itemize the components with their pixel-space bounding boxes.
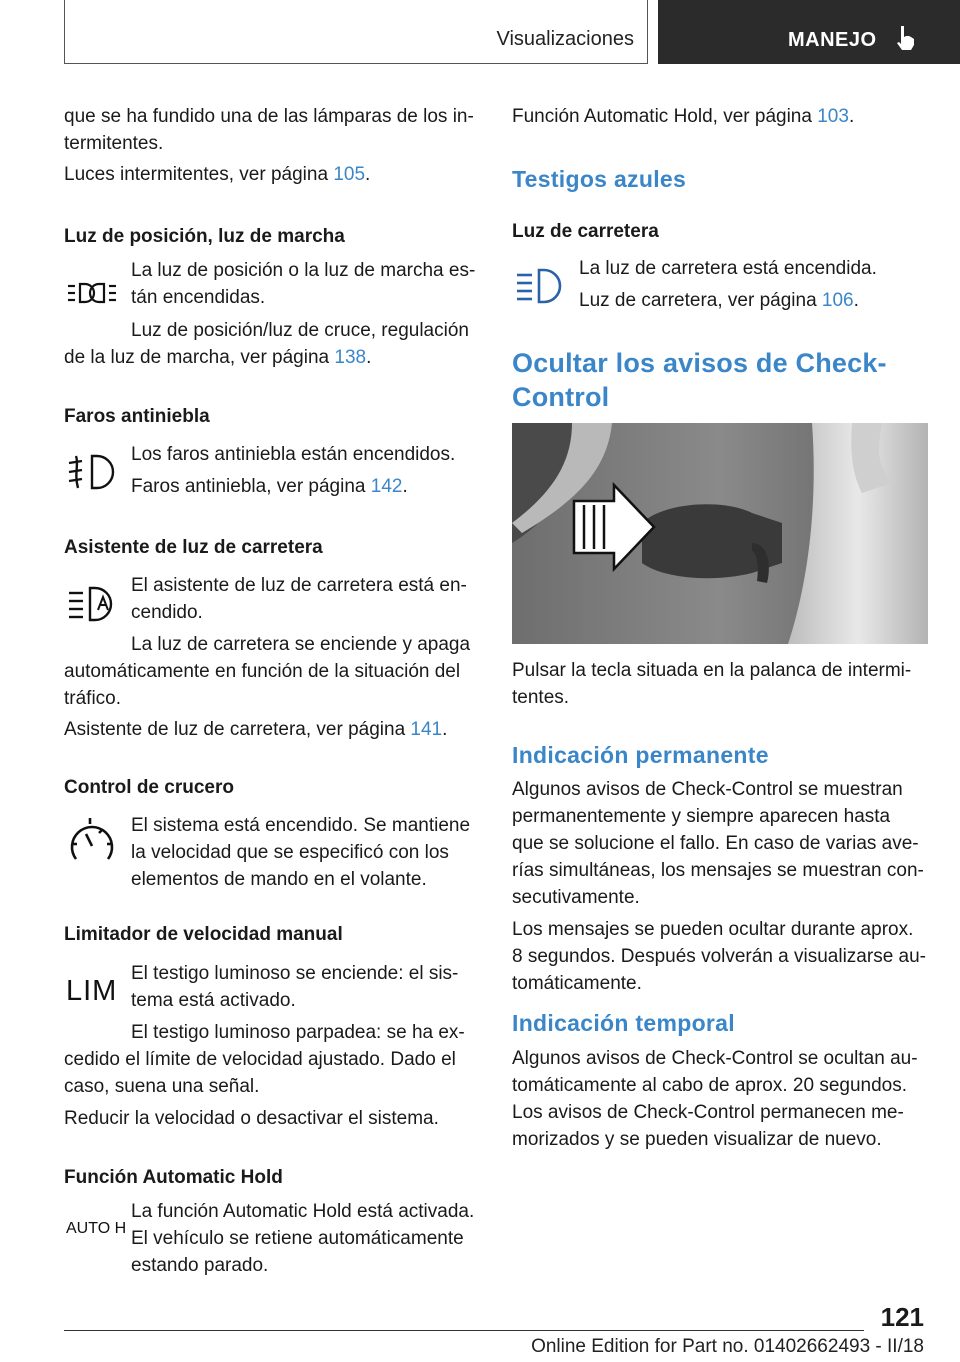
high-beam-assist-line-5: tráfico. (64, 688, 122, 709)
fog-light-line-1: Los faros antiniebla están encendidos. (131, 444, 456, 465)
intro-ref: Luces intermitentes, ver página 105. (64, 164, 371, 185)
heading-permanent-display: Indicación permanente (512, 742, 769, 768)
auto-hold-line-2: El vehículo se retiene automáticamente (131, 1228, 464, 1249)
permanent-line-6: Los mensajes se pueden ocultar durante aprox. (512, 919, 914, 940)
photo-caption-1: Pulsar la tecla situada en la palanca de intermi- (512, 660, 912, 681)
heading-fog-lights: Faros antiniebla (64, 406, 210, 427)
speed-limiter-icon: LIM (66, 975, 118, 1007)
cruise-control-line-3: elementos de mando en el volante. (131, 869, 427, 890)
speed-limiter-line-6: Reducir la velocidad o desactivar el sistema. (64, 1108, 439, 1129)
speed-limiter-line-5: caso, suena una señal. (64, 1076, 260, 1097)
position-light-line-3: Luz de posición/luz de cruce, regulación (131, 320, 469, 341)
high-beam-assist-line-3: La luz de carretera se enciende y apaga (131, 634, 471, 655)
heading-hide-check-control-2: Control (512, 382, 610, 412)
high-beam-icon (514, 266, 566, 306)
intro-line-2: termitentes. (64, 133, 164, 154)
high-beam-assist-line-4: automáticamente en función de la situación del (64, 661, 461, 682)
high-beam-assist-line-1: El asistente de luz de carretera está en- (131, 575, 467, 596)
high-beam-assist-line-2: cendido. (131, 602, 203, 623)
heading-high-beam-assist: Asistente de luz de carretera (64, 537, 323, 558)
permanent-line-4: rías simultáneas, los mensajes se muestran con- (512, 860, 924, 881)
position-light-ref: de la luz de marcha, ver página 138. (64, 347, 372, 368)
page-link-141[interactable]: 141 (410, 719, 443, 740)
position-light-icon (66, 280, 118, 306)
permanent-line-8: tomáticamente. (512, 973, 642, 994)
page-link-105[interactable]: 105 (333, 164, 366, 185)
position-light-line-2: tán encendidas. (131, 287, 266, 308)
auto-hold-line-3: estando parado. (131, 1255, 269, 1276)
heading-position-light: Luz de posición, luz de marcha (64, 226, 345, 247)
page-number: 121 (880, 1302, 924, 1332)
page-link-138[interactable]: 138 (334, 347, 367, 368)
footer-edition: Online Edition for Part no. 01402662493 - II/18 (531, 1336, 924, 1357)
heading-high-beam: Luz de carretera (512, 221, 659, 242)
temporary-line-4: morizados y se pueden visualizar de nuevo. (512, 1129, 882, 1150)
position-light-line-1: La luz de posición o la luz de marcha es- (131, 260, 476, 281)
high-beam-line-1: La luz de carretera está encendida. (579, 258, 877, 279)
chapter-tab[interactable] (658, 0, 960, 64)
temporary-line-2: tomáticamente al cabo de aprox. 20 segundos. (512, 1075, 908, 1096)
speed-limiter-line-4: cedido el límite de velocidad ajustado. Dado el (64, 1049, 456, 1070)
heading-speed-limiter: Limitador de velocidad manual (64, 924, 343, 945)
heading-hide-check-control-1: Ocultar los avisos de Check- (512, 348, 887, 378)
high-beam-assist-icon (66, 584, 118, 624)
permanent-line-2: permanentemente y siempre aparecen hasta (512, 806, 891, 827)
fog-light-icon (66, 452, 118, 492)
page-link-103[interactable]: 103 (817, 106, 849, 127)
high-beam-ref: Luz de carretera, ver página 106. (579, 290, 859, 311)
section-title: Visualizaciones (496, 28, 634, 50)
permanent-line-5: secutivamente. (512, 887, 640, 908)
heading-temporary-display: Indicación temporal (512, 1010, 735, 1036)
speed-limiter-line-1: El testigo luminoso se enciende: el sis- (131, 963, 459, 984)
cruise-control-line-2: la velocidad que se especificó con los (131, 842, 449, 863)
page-link-106[interactable]: 106 (821, 290, 854, 311)
intro-line-1: que se ha fundido una de las lámparas de los in- (64, 106, 474, 127)
permanent-line-1: Algunos avisos de Check-Control se muestran (512, 779, 903, 800)
temporary-line-1: Algunos avisos de Check-Control se ocultan au- (512, 1048, 918, 1069)
high-beam-assist-ref: Asistente de luz de carretera, ver página 141. (64, 719, 448, 740)
chapter-label: MANEJO (788, 29, 877, 51)
photo-caption-2: tentes. (512, 687, 570, 708)
heading-cruise-control: Control de crucero (64, 777, 234, 798)
heading-blue-indicators: Testigos azules (512, 166, 687, 192)
cruise-control-line-1: El sistema está encendido. Se mantiene (131, 815, 471, 836)
auto-hold-ref: Función Automatic Hold, ver página 103. (512, 106, 855, 127)
turn-signal-lever-photo (512, 423, 928, 644)
cruise-control-icon (66, 816, 118, 866)
auto-hold-line-1: La función Automatic Hold está activada. (131, 1201, 475, 1222)
speed-limiter-line-2: tema está activado. (131, 990, 296, 1011)
temporary-line-3: Los avisos de Check-Control permanecen me- (512, 1102, 904, 1123)
hand-pointer-icon (894, 24, 918, 52)
page-link-142[interactable]: 142 (370, 476, 403, 497)
permanent-line-3: que se solucione el fallo. En caso de varias ave- (512, 833, 919, 854)
heading-auto-hold: Función Automatic Hold (64, 1167, 283, 1188)
auto-hold-icon: AUTO H (66, 1220, 127, 1237)
fog-light-ref: Faros antiniebla, ver página 142. (131, 476, 408, 497)
permanent-line-7: 8 segundos. Después volverán a visualizarse au- (512, 946, 927, 967)
footer-divider (64, 1330, 864, 1331)
speed-limiter-line-3: El testigo luminoso parpadea: se ha ex- (131, 1022, 465, 1043)
